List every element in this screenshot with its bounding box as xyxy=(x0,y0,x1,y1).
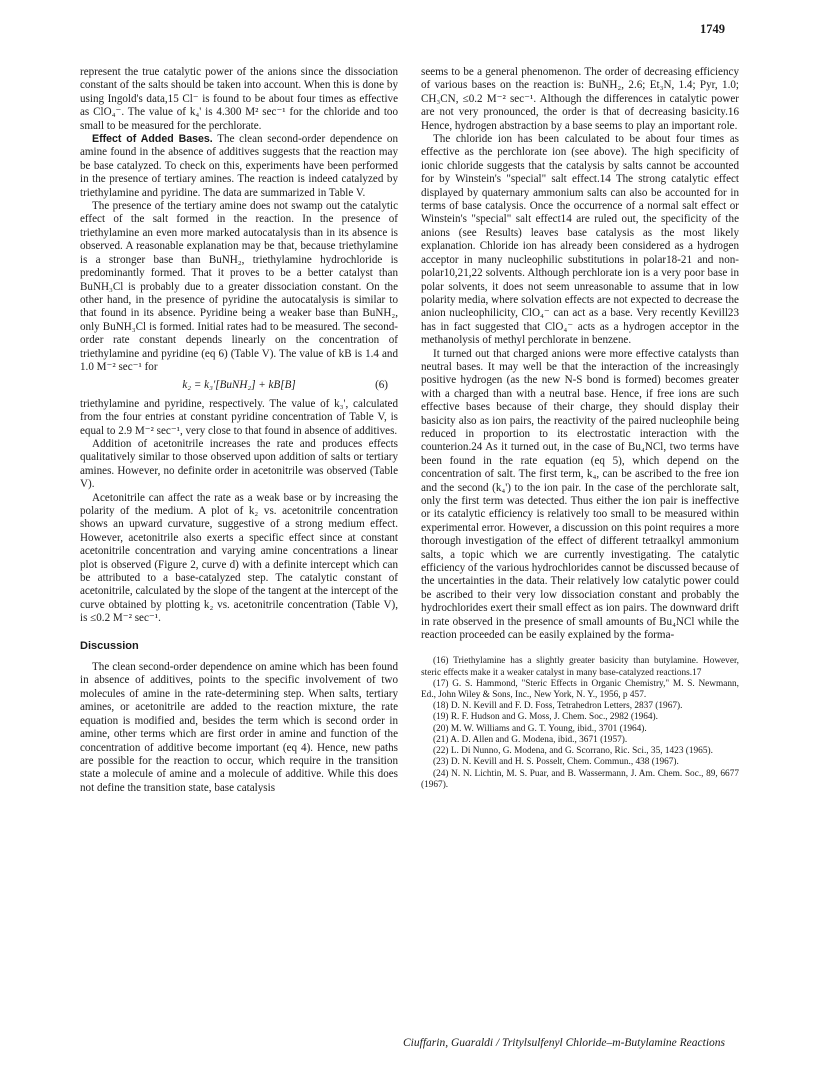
right-column xyxy=(421,66,739,791)
footnote: (22) L. Di Nunno, G. Modena, and G. Scorrano, Ric. Sci., 35, 1423 (1965). xyxy=(433,746,713,757)
paragraph: It turned out that charged anions were more effective catalysts than neutral bases. It may well be that the interaction of the increasingly positive hydrogen (as the new N-S bond is formed) becomes greater with a charged than with a neutral base. Hence, if free ions are such effective bases because of their charge, they should display their basicity also as ion pairs, the reactivity of the paired nucleophile being reduced in proportion to its electrostatic interaction with the counterion.24 As it turned out, in the case of Bu₄NCl, two terms have been found in the rate equation (eq 5), which depend on the concentration of salt. The first term, k₄, can be ascribed to the free ion and the second (k₄') to the ion pair. In the case of the perchlorate salt, only the first term was detected. Thus either the ion pair is ineffective or its catalytic efficiency is relatively too small to be measured within experimental error. However, a discussion on this point requires a more thorough investigation of the effect of different tetraalkyl ammonium salts, a topic which we are currently investigating. The catalytic efficiency of the various hydrochlorides cannot be discussed because of the uncertainties in the data. Their relatively low catalytic power could be ascribed to their very low dissociation constant and probably the hydrochlorides exert their small effect as ion pairs. The downward drift in rate observed in the presence of small amounts of Bu₄NCl while the reaction proceeded can be easily explained by the forma- xyxy=(421,347,740,642)
footnote: (16) Triethylamine has a slightly greater basicity than butylamine. However, steric effects make it a weaker catalyst in many base-catalyzed reactions.17 xyxy=(421,656,739,678)
footnote: (19) R. F. Hudson and G. Moss, J. Chem. Soc., 2982 (1964). xyxy=(433,712,658,723)
paragraph: represent the true catalytic power of the anions since the dissociation constant of the salts should be taken into account. When this is done by using Ingold's data,15 Cl⁻ is found to be about four times as effective as ClO₄⁻. The value of k₄' is 4.300 M² sec⁻¹ for the chloride and too small to be measured for the perchlorate. xyxy=(80,66,398,132)
running-footer: Ciuffarin, Guaraldi / Tritylsulfenyl Chloride–m-Butylamine Reactions xyxy=(403,1037,725,1049)
paragraph: The clean second-order dependence on amine which has been found in absence of additives, points to the specific involvement of two molecules of amine in the rate-determining step. When salts, tertiary amines, or acetonitrile are added to the reaction mixture, the rate equation is modified and, besides the term which is second order in amine, other terms which are first order in amine and function of the concentration of additive become important (eq 4). Hence, new paths are possible for the reaction to occur, which require in the transition state a molecule of amine and a molecule of additive. While this does not define the transition state, base catalysis xyxy=(80,661,398,794)
page-number: 1749 xyxy=(700,22,725,36)
paragraph: Addition of acetonitrile increases the rate and produces effects qualitatively similar to those observed upon addition of salts or tertiary amines. However, no definite order in acetonitrile was observed (Table V). xyxy=(80,437,398,491)
footnote: (21) A. D. Allen and G. Modena, ibid., 3671 (1957). xyxy=(433,734,628,745)
section-heading-discussion: Discussion xyxy=(80,639,139,652)
run-in-heading: Effect of Added Bases. xyxy=(92,133,213,146)
left-column xyxy=(80,66,398,795)
paragraph: The chloride ion has been calculated to be about four times as effective as the perchlorate ion (see above). The high specificity of ionic chloride suggests that the catalysis by salts cannot be accounted for by Winstein's "special" salt effect.14 The strong catalytic effect displayed by quaternary ammonium salts can also be accounted for in terms of base catalysis. Once the occurrence of a normal salt effect or Winstein's "special" salt effect14 are ruled out, the specificity of the anions (see Results) leaves base catalysis as the most likely explanation. Chloride ion has already been considered as a hydrogen acceptor in many nucleophilic substitutions in polar18-21 and non-polar10,21,22 solvents. Although perchlorate ion is a very poor base in polar solvents, it does not seem unreasonable to assume that in low polarity media, where solvation effects are not expected to decrease the anion nucleophilicity, ClO₄⁻ can act as a base. Very recently Kevill23 has in fact suggested that ClO₄⁻ acts as a hydrogen acceptor in the methanolysis of methyl perchlorate in benzene. xyxy=(421,133,739,347)
paragraph: triethylamine and pyridine, respectively. The value of k₃', calculated from the four entries at constant pyridine concentration of Table V, is equal to 2.9 M⁻² sec⁻¹, very close to that found in absence of additives. xyxy=(80,397,398,437)
footnote: (20) M. W. Williams and G. T. Young, ibid., 3701 (1964). xyxy=(433,723,647,734)
equation-text: k₂ = k₃'[BuNH₂] + kB[B] xyxy=(182,379,296,392)
footnote: (24) N. N. Lichtin, M. S. Puar, and B. Wassermann, J. Am. Chem. Soc., 89, 6677 (1967). xyxy=(421,768,739,790)
paragraph: The presence of the tertiary amine does not swamp out the catalytic effect of the salt formed in the reaction. In the presence of triethylamine an even more marked autocatalysis than in its absence is observed. A reasonable explanation may be that, because triethylamine is a stronger base than BuNH₂, triethylamine hydrochloride is predominantly formed. That it proves to be a better catalyst than BuNH₃Cl is probably due to a greater dissociation constant. On the other hand, in the presence of pyridine the autocatalysis is similar to that found in its absence. Pyridine being a weaker base than BuNH₂, only BuNH₃Cl is formed. Initial rates had to be measured. The second-order rate constant depends linearly on the concentration of triethylamine and pyridine (eq 6) (Table V). The value of kB is 1.4 and 1.0 M⁻² sec⁻¹ for xyxy=(80,200,398,373)
footnote: (18) D. N. Kevill and F. D. Foss, Tetrahedron Letters, 2837 (1967). xyxy=(433,701,683,712)
paragraph-effect-of-added-bases xyxy=(80,133,398,200)
equation-6 xyxy=(80,379,398,392)
paragraph: seems to be a general phenomenon. The order of decreasing efficiency of various bases on the reaction is: BuNH₂, 2.6; Et₃N, 1.4; Pyr, 1.0; CH₃CN, ≤0.2 M⁻² sec⁻¹. Although the differences in catalytic power are not very pronounced, the order is that of decreasing basicity.16 Hence, hydrogen abstraction by a base seems to play an important role. xyxy=(421,66,739,132)
footnotes xyxy=(421,656,739,790)
footnote: (23) D. N. Kevill and H. S. Posselt, Chem. Commun., 438 (1967). xyxy=(433,757,679,768)
paragraph: Acetonitrile can affect the rate as a weak base or by increasing the polarity of the medium. A plot of k₂ vs. acetonitrile concentration shows an upward curvature, suggestive of a strong medium effect. However, acetonitrile also exerts a specific effect since at constant acetonitrile concentration and varying amine concentrations a linear plot is observed (Figure 2, curve d) with a definite intercept which can be attributed to a base-catalyzed step. The catalytic constant of acetonitrile, calculated by the slope of the tangent at the intercept of the curve obtained by plotting k₂ vs. acetonitrile concentration (Table V), is ≤0.2 M⁻² sec⁻¹. xyxy=(80,491,398,625)
paragraph-text: The clean second-order dependence on amine found in the absence of additives suggests that the reaction may be base catalyzed. To check on this, experiments have been performed in the presence of tertiary amines. The reaction is indeed catalyzed by triethylamine and pyridine. The data are summarized in Table V. xyxy=(80,133,399,199)
footnote: (17) G. S. Hammond, "Steric Effects in Organic Chemistry," M. S. Newmann, Ed., John Wiley & Sons, Inc., New York, N. Y., 1956, p 457. xyxy=(421,678,739,701)
equation-number: (6) xyxy=(375,379,388,392)
